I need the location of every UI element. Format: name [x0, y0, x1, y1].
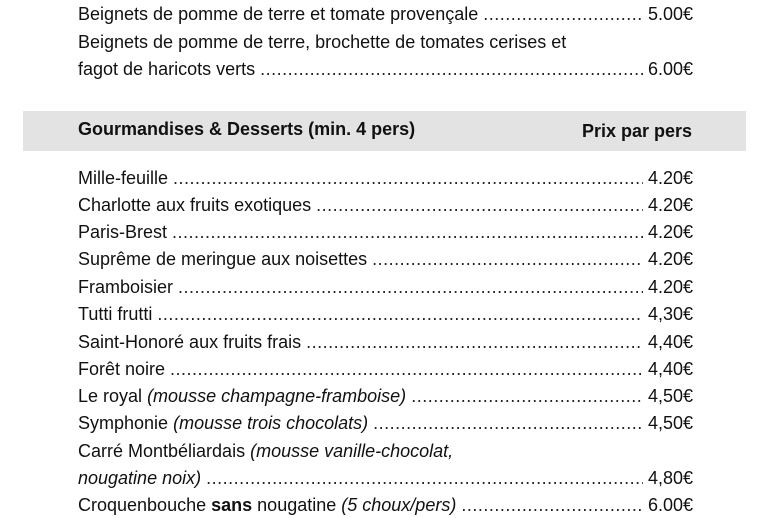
item-name: Forêt noire — [78, 359, 166, 379]
item-price: 4.20€ — [647, 195, 693, 215]
dot-leader — [157, 301, 643, 327]
item-name: Tutti frutti — [78, 304, 153, 324]
item-name: Mille-feuille — [78, 168, 169, 188]
item-price: 4,50€ — [647, 413, 693, 433]
menu-item — [78, 465, 693, 491]
item-name: Croquenbouche — [78, 495, 207, 515]
menu-item — [78, 192, 693, 218]
item-price: 4.20€ — [647, 277, 693, 297]
item-name-group — [78, 410, 368, 436]
menu-item — [78, 219, 693, 245]
menu-item — [78, 301, 693, 327]
dot-leader — [172, 219, 643, 245]
item-name-group — [78, 383, 406, 409]
dot-leader — [461, 492, 643, 518]
dot-leader — [178, 274, 643, 300]
item-name: Symphonie — [78, 413, 169, 433]
menu-item — [78, 356, 693, 382]
item-price: 4,30€ — [647, 304, 693, 324]
dot-leader — [206, 465, 643, 491]
dot-leader — [411, 383, 643, 409]
item-description-continued: nougatine noix) — [78, 468, 202, 488]
menu-item — [78, 246, 693, 272]
menu-item — [78, 56, 693, 82]
menu-item — [78, 329, 693, 355]
section-header — [23, 111, 746, 151]
item-price: 4.20€ — [647, 222, 693, 242]
item-price: 4,40€ — [647, 359, 693, 379]
dot-leader — [170, 356, 643, 382]
item-name: Carré Montbéliardais — [78, 441, 246, 461]
dot-leader — [372, 246, 643, 272]
dot-leader — [306, 329, 643, 355]
item-name: nougatine — [257, 495, 337, 515]
item-price: 4,80€ — [647, 468, 693, 488]
dot-leader — [260, 56, 643, 82]
item-name-emphasis: sans — [211, 495, 253, 515]
item-price: 4,40€ — [647, 332, 693, 352]
menu-item — [78, 1, 693, 27]
menu-item — [78, 274, 693, 300]
item-price: 4.20€ — [647, 249, 693, 269]
menu-item — [78, 492, 693, 518]
item-name: Beignets de pomme de terre et tomate provençale — [78, 4, 479, 24]
item-price: 6.00€ — [647, 495, 693, 515]
item-name: Le royal — [78, 386, 143, 406]
price-column-header: Prix par pers — [581, 121, 692, 141]
item-name-group — [78, 492, 456, 518]
menu-item — [78, 165, 693, 191]
menu-item-line — [78, 438, 693, 464]
item-price: 4.20€ — [647, 168, 693, 188]
menu-item — [78, 410, 693, 436]
item-name: Beignets de pomme de terre, brochette de tomates cerises et — [78, 32, 567, 52]
menu-item — [78, 383, 693, 409]
dot-leader — [373, 410, 643, 436]
item-description: (mousse champagne-framboise) — [147, 386, 407, 406]
item-price: 5.00€ — [647, 4, 693, 24]
menu-item-line — [78, 29, 693, 55]
dot-leader — [173, 165, 643, 191]
item-name: Charlotte aux fruits exotiques — [78, 195, 312, 215]
item-description: (5 choux/pers) — [341, 495, 457, 515]
item-description: (mousse vanille-chocolat, — [250, 441, 454, 461]
dot-leader — [483, 1, 643, 27]
item-name: Paris-Brest — [78, 222, 168, 242]
item-description: (mousse trois chocolats) — [173, 413, 369, 433]
section-title: Gourmandises & Desserts (min. 4 pers) — [78, 119, 416, 139]
item-name-continued: fagot de haricots verts — [78, 59, 256, 79]
item-name: Suprême de meringue aux noisettes — [78, 249, 368, 269]
item-price: 6.00€ — [647, 59, 693, 79]
item-name: Framboisier — [78, 277, 174, 297]
dot-leader — [316, 192, 643, 218]
item-name: Saint-Honoré aux fruits frais — [78, 332, 302, 352]
item-price: 4,50€ — [647, 386, 693, 406]
